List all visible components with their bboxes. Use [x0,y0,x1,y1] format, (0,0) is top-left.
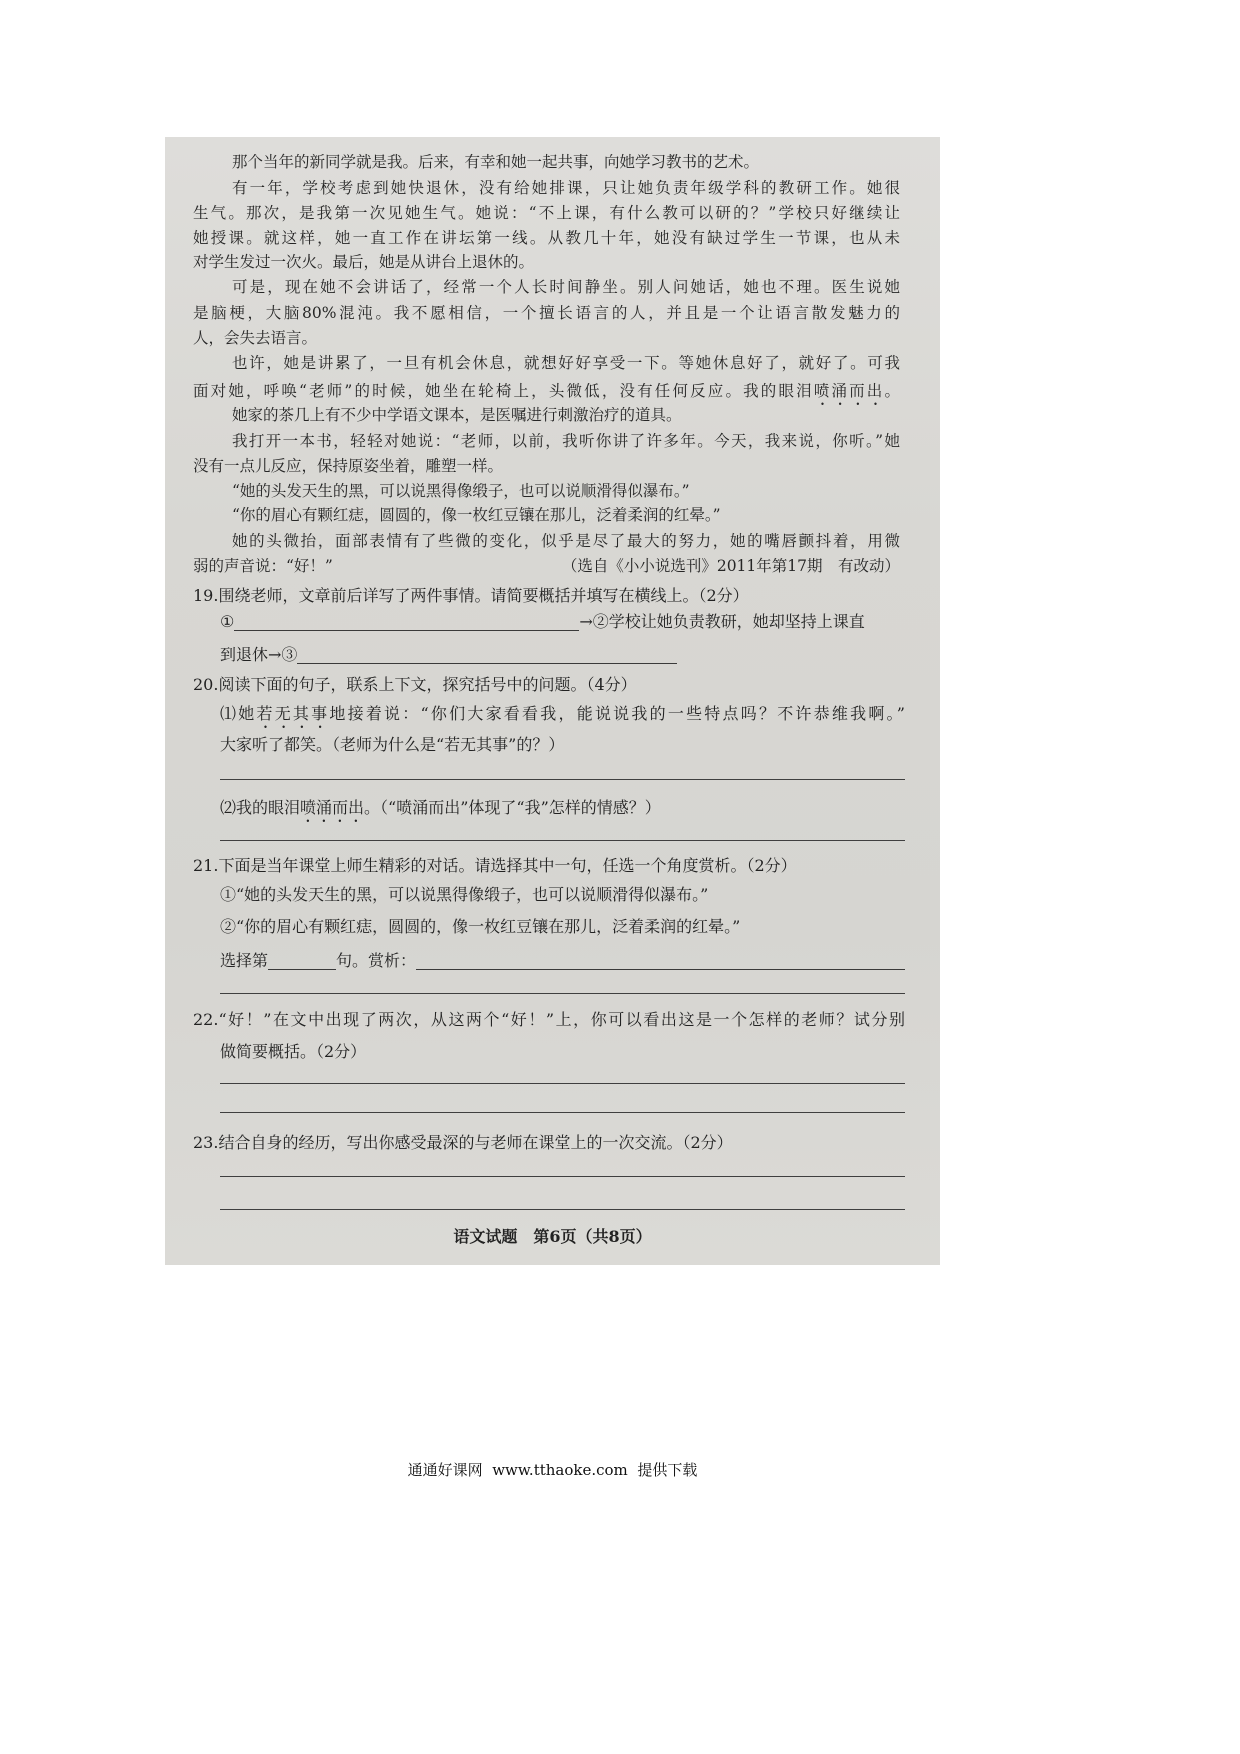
question-text: 选择第 [220,951,269,970]
question-text: 地接着说：“你们大家看看我，能说说我的一些特点吗？不许恭维我啊。” [329,704,905,723]
answer-blank [416,949,905,970]
sub-label: ⑴ [220,704,239,723]
sub-label: ⑵ [220,798,237,817]
emphasized-phrase: 喷涌而出 [813,382,885,400]
passage-line: 也许，她是讲累了，一旦有机会休息，就想好好享受一下。等她休息好了，就好了。可我 [232,354,900,372]
answer-line [220,840,905,841]
passage-line-emphasis [193,380,900,406]
passage-line: 有一年，学校考虑到她快退休，没有给她排课，只让她负责年级学科的教研工作。她很 [232,179,900,197]
question-stem: 做简要概括。（2分） [220,1042,367,1061]
question-stem: 22.“好！”在文中出现了两次，从这两个“好！”上，你可以看出这是一个怎样的老师？试分别 [193,1010,905,1029]
passage-text: 。 [884,382,900,400]
answer-blank [268,949,336,970]
question-text: →②学校让她负责教研，她却坚持上课直 [579,612,865,631]
passage-line: 她的头微抬，面部表情有了些微的变化，似乎是尽了最大的努力，她的嘴唇颤抖着，用微 [232,532,900,550]
question-text: 到退休→③ [220,645,298,664]
passage-line: “你的眉心有颗红痣，圆圆的，像一枚红豆镶在那儿，泛着柔润的红晕。” [232,506,721,524]
passage-line: 是脑梗，大脑80%混沌。我不愿相信，一个擅长语言的人，并且是一个让语言散发魅力的 [193,304,900,322]
answer-row [220,641,905,667]
emphasized-phrase: 喷涌而出 [300,798,365,817]
option-1: ①“她的头发天生的黑，可以说黑得像缎子，也可以说顺滑得似瀑布。” [220,885,709,904]
passage-last-line [193,555,900,577]
question-stem: 23.结合自身的经历，写出你感受最深的与老师在课堂上的一次交流。（2分） [193,1133,733,1152]
question-stem: 20.阅读下面的句子，联系上下文，探究括号中的问题。（4分） [193,675,637,694]
option-2: ②“你的眉心有颗红痣，圆圆的，像一枚红豆镶在那儿，泛着柔润的红晕。” [220,917,741,936]
exam-page-number: 语文试题 第6页（共8页） [453,1227,652,1246]
passage-line: 那个当年的新同学就是我。后来，有幸和她一起共事，向她学习教书的艺术。 [232,153,760,171]
page-footer: 通通好课网 www.tthaoke.com 提供下载 [407,1461,698,1479]
passage-line: 弱的声音说：“好！” [193,557,333,575]
question-text: 她 [238,704,257,723]
answer-row [220,947,905,973]
question-stem: 21.下面是当年课堂上师生精彩的对话。请选择其中一句，任选一个角度赏析。（2分） [193,856,797,875]
question-stem: 19.围绕老师，文章前后详写了两件事情。请简要概括并填写在横线上。（2分） [193,586,749,605]
passage-line: 我打开一本书，轻轻对她说：“老师，以前，我听你讲了许多年。今天，我来说，你听。”她 [232,432,900,450]
sub-question-1 [220,702,905,730]
answer-blank [297,643,677,664]
answer-line [220,779,905,780]
item-number: ① [220,612,235,631]
passage-line: 生气。那次，是我第一次见她生气。她说：“不上课，有什么教可以研的？”学校只好继续让 [193,204,900,222]
passage-source: （选自《小小说选刊》2011年第17期 有改动） [561,557,900,575]
answer-line [220,1176,905,1177]
answer-line [220,1112,905,1113]
question-text: 。（“喷涌而出”体现了“我”怎样的情感？） [364,798,661,817]
passage-line: 她授课。就这样，她一直工作在讲坛第一线。从教几十年，她没有缺过学生一节课，也从未 [193,229,900,247]
passage-line: 对学生发过一次火。最后，她是从讲台上退休的。 [193,253,535,271]
answer-row [220,608,905,634]
passage-line: “她的头发天生的黑，可以说黑得像缎子，也可以说顺滑得似瀑布。” [232,482,690,500]
sub-question-2 [220,796,905,824]
question-text: 大家听了都笑。（老师为什么是“若无其事”的？） [220,735,565,754]
question-text: 我的眼泪 [236,798,301,817]
answer-line [220,1083,905,1084]
passage-line: 没有一点儿反应，保持原姿坐着，雕塑一样。 [193,457,504,475]
question-text: 句。赏析： [336,951,417,970]
emphasized-phrase: 若无其事 [256,704,330,723]
answer-line [220,993,905,994]
passage-text: 面对她，呼唤“老师”的时候，她坐在轮椅上，头微低，没有任何反应。我的眼泪 [193,382,814,400]
passage-line: 人，会失去语言。 [193,329,318,347]
answer-line [220,1209,905,1210]
passage-line: 她家的茶几上有不少中学语文课本，是医嘱进行刺激治疗的道具。 [232,406,682,424]
answer-blank [234,610,579,631]
passage-line: 可是，现在她不会讲话了，经常一个人长时间静坐。别人问她话，她也不理。医生说她 [232,278,900,296]
